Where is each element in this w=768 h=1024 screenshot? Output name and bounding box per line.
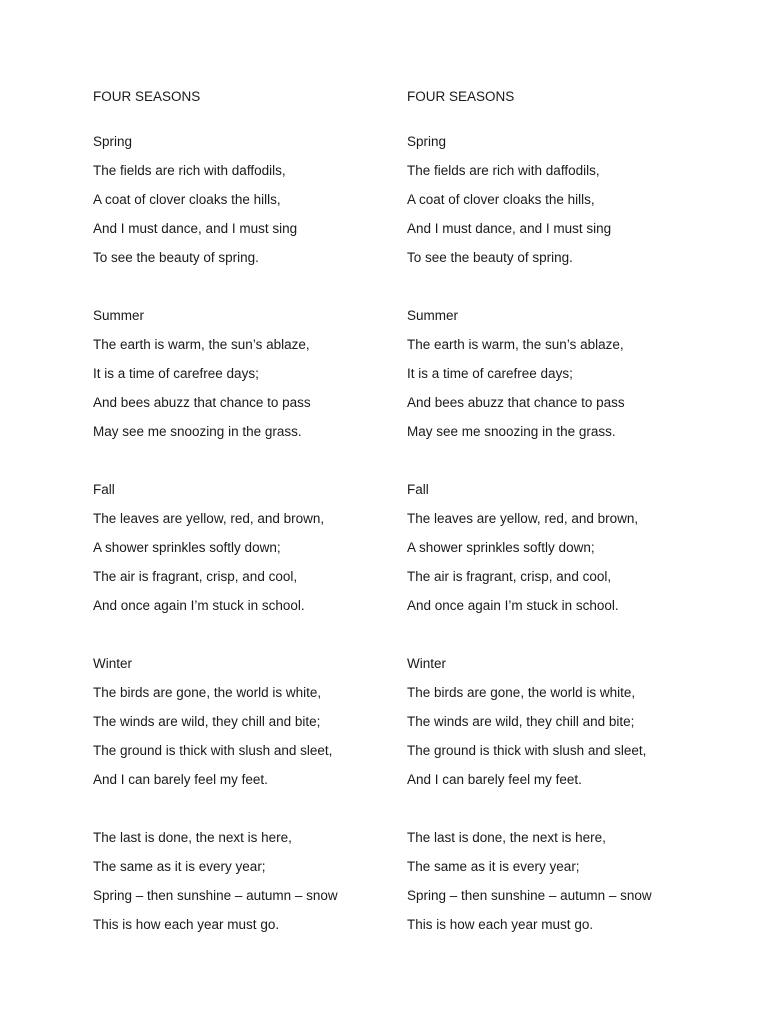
stanza-heading: Winter (93, 656, 133, 671)
poem-line: The birds are gone, the world is white, (407, 685, 636, 700)
stanza-fall (93, 480, 393, 625)
stanza-heading: Spring (93, 134, 133, 149)
poem-line: The earth is warm, the sun’s ablaze, (407, 337, 624, 352)
stanza-winter (407, 654, 707, 799)
poem-line: The birds are gone, the world is white, (93, 685, 322, 700)
stanza-heading: Fall (407, 482, 429, 497)
poem-line: To see the beauty of spring. (407, 250, 573, 265)
poem-line: It is a time of carefree days; (407, 366, 573, 381)
poem-line: A shower sprinkles softly down; (407, 540, 595, 555)
poem-line: This is how each year must go. (407, 917, 594, 932)
poem-column-left (93, 87, 393, 973)
poem-line: It is a time of carefree days; (93, 366, 259, 381)
stanza-summer (407, 306, 707, 451)
stanza-heading: Winter (407, 656, 447, 671)
poem-line: The winds are wild, they chill and bite; (93, 714, 321, 729)
poem-line: The same as it is every year; (407, 859, 580, 874)
poem-line: The leaves are yellow, red, and brown, (407, 511, 639, 526)
poem-line: And I must dance, and I must sing (93, 221, 298, 236)
stanza-fall (407, 480, 707, 625)
poem-line: The last is done, the next is here, (93, 830, 292, 845)
poem-line: May see me snoozing in the grass. (93, 424, 302, 439)
stanza-summer (93, 306, 393, 451)
stanza-heading: Fall (93, 482, 115, 497)
poem-line: This is how each year must go. (93, 917, 280, 932)
poem-line: A coat of clover cloaks the hills, (407, 192, 595, 207)
poem-line: And I can barely feel my feet. (407, 772, 582, 787)
stanza-heading: Summer (407, 308, 459, 323)
stanza-spring (407, 132, 707, 277)
poem-line: And once again I’m stuck in school. (93, 598, 305, 613)
poem-title: FOUR SEASONS (93, 89, 201, 104)
poem-line: The air is fragrant, crisp, and cool, (407, 569, 612, 584)
poem-line: The winds are wild, they chill and bite; (407, 714, 635, 729)
poem-line: And I can barely feel my feet. (93, 772, 268, 787)
stanza-closing (407, 828, 707, 944)
poem-line: The fields are rich with daffodils, (407, 163, 600, 178)
poem-line: A shower sprinkles softly down; (93, 540, 281, 555)
poem-line: And I must dance, and I must sing (407, 221, 612, 236)
poem-line: A coat of clover cloaks the hills, (93, 192, 281, 207)
poem-line: The last is done, the next is here, (407, 830, 606, 845)
stanza-heading: Summer (93, 308, 145, 323)
poem-column-right (407, 87, 707, 973)
stanza-closing (93, 828, 393, 944)
stanza-heading: Spring (407, 134, 447, 149)
stanza-spring (93, 132, 393, 277)
poem-line: May see me snoozing in the grass. (407, 424, 616, 439)
poem-line: The fields are rich with daffodils, (93, 163, 286, 178)
poem-line: And bees abuzz that chance to pass (93, 395, 311, 410)
poem-line: The leaves are yellow, red, and brown, (93, 511, 325, 526)
poem-title: FOUR SEASONS (407, 89, 515, 104)
poem-line: And once again I’m stuck in school. (407, 598, 619, 613)
poem-line: The earth is warm, the sun’s ablaze, (93, 337, 310, 352)
poem-line: Spring – then sunshine – autumn – snow (407, 888, 652, 903)
poem-line: To see the beauty of spring. (93, 250, 259, 265)
poem-line: The same as it is every year; (93, 859, 266, 874)
poem-line: Spring – then sunshine – autumn – snow (93, 888, 338, 903)
stanza-winter (93, 654, 393, 799)
poem-line: The air is fragrant, crisp, and cool, (93, 569, 298, 584)
poem-line: The ground is thick with slush and sleet, (93, 743, 333, 758)
poem-line: And bees abuzz that chance to pass (407, 395, 625, 410)
poem-line: The ground is thick with slush and sleet, (407, 743, 647, 758)
